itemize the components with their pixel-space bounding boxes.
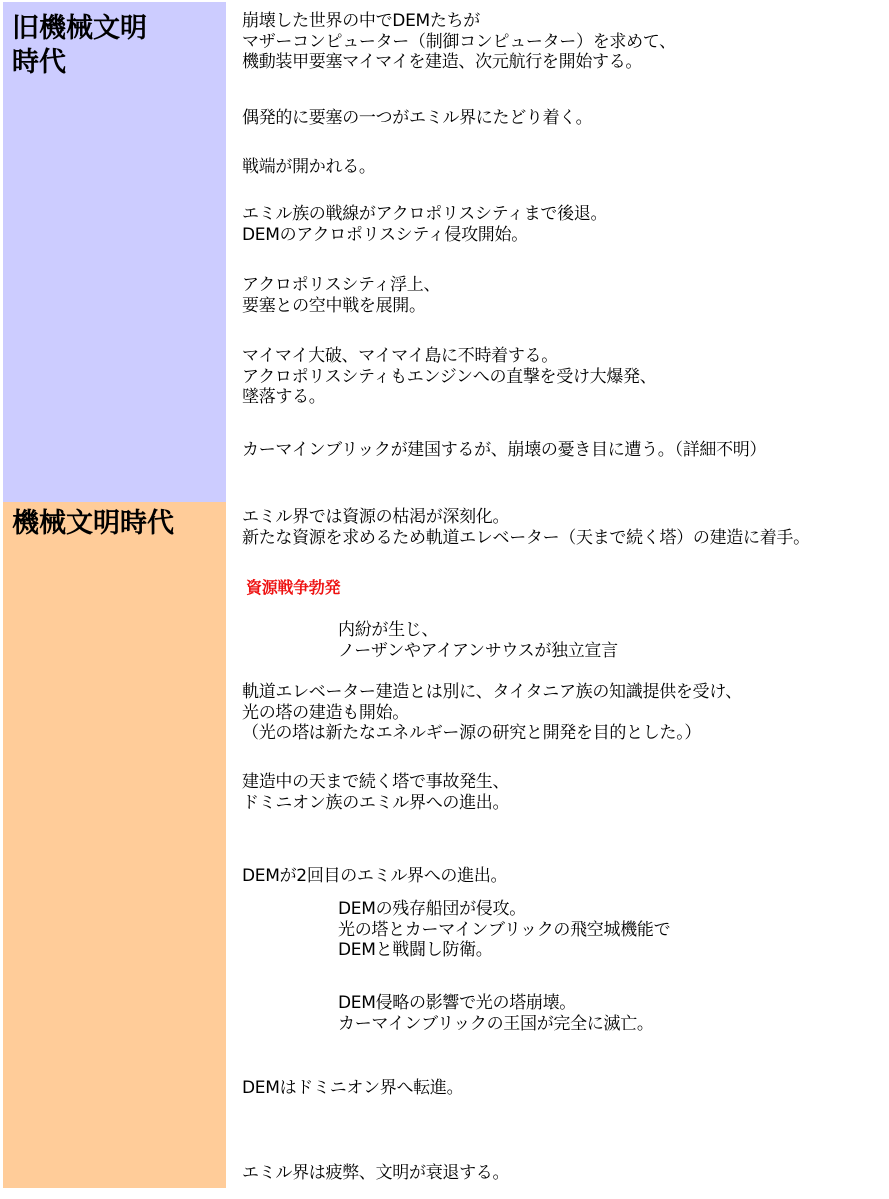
- timeline-entry: エミル界は疲弊、文明が衰退する。: [242, 1163, 510, 1183]
- timeline-entry: 建造中の天まで続く塔で事故発生、 ドミニオン族のエミル界への進出。: [242, 772, 510, 813]
- timeline-entry: エミル界では資源の枯渇が深刻化。 新たな資源を求めるため軌道エレベーター（天まで続く塔）の建造に着手。: [242, 507, 810, 548]
- timeline-entry: DEM侵略の影響で光の塔崩壊。 カーマインブリックの王国が完全に滅亡。: [338, 993, 654, 1034]
- timeline-entry: カーマインブリックが建国するが、崩壊の憂き目に遭う。（詳細不明）: [242, 440, 767, 460]
- timeline-entry: DEMはドミニオン界へ転進。: [242, 1078, 464, 1098]
- timeline-entry: 内紛が生じ、 ノーザンやアイアンサウスが独立宣言: [338, 620, 618, 661]
- timeline-entry: 崩壊した世界の中でDEMたちが マザーコンピューター（制御コンピューター）を求めて、 機動装甲要塞マイマイを建造、次元航行を開始する。: [242, 11, 676, 72]
- timeline-entry: マイマイ大破、マイマイ島に不時着する。 アクロポリスシティもエンジンへの直撃を受け大爆発、 墜落する。: [242, 346, 657, 407]
- timeline-entry: エミル族の戦線がアクロポリスシティまで後退。 DEMのアクロポリスシティ侵攻開始。: [242, 204, 608, 245]
- timeline-entry: アクロポリスシティ浮上、 要塞との空中戦を展開。: [242, 275, 441, 316]
- timeline-entry: DEMの残存船団が侵攻。 光の塔とカーマインブリックの飛空城機能で DEMと戦闘し防衛。: [338, 899, 671, 960]
- timeline-entry: 戦端が開かれる。: [242, 157, 376, 177]
- era-title-old-machine-civilization: 旧機械文明 時代: [12, 13, 147, 78]
- resource-war-heading: 資源戦争勃発: [246, 578, 341, 597]
- era-band-machine-civilization: [3, 502, 226, 1188]
- era-band-old-machine-civilization: [3, 2, 226, 502]
- timeline-entry: 軌道エレベーター建造とは別に、タイタニア族の知識提供を受け、 光の塔の建造も開始。 （光の塔は新たなエネルギー源の研究と開発を目的とした。）: [242, 682, 742, 743]
- timeline-entry: 偶発的に要塞の一つがエミル界にたどり着く。: [242, 108, 593, 128]
- era-title-machine-civilization: 機械文明時代: [12, 508, 174, 539]
- timeline-entry: DEMが2回目のエミル界への進出。: [242, 866, 508, 886]
